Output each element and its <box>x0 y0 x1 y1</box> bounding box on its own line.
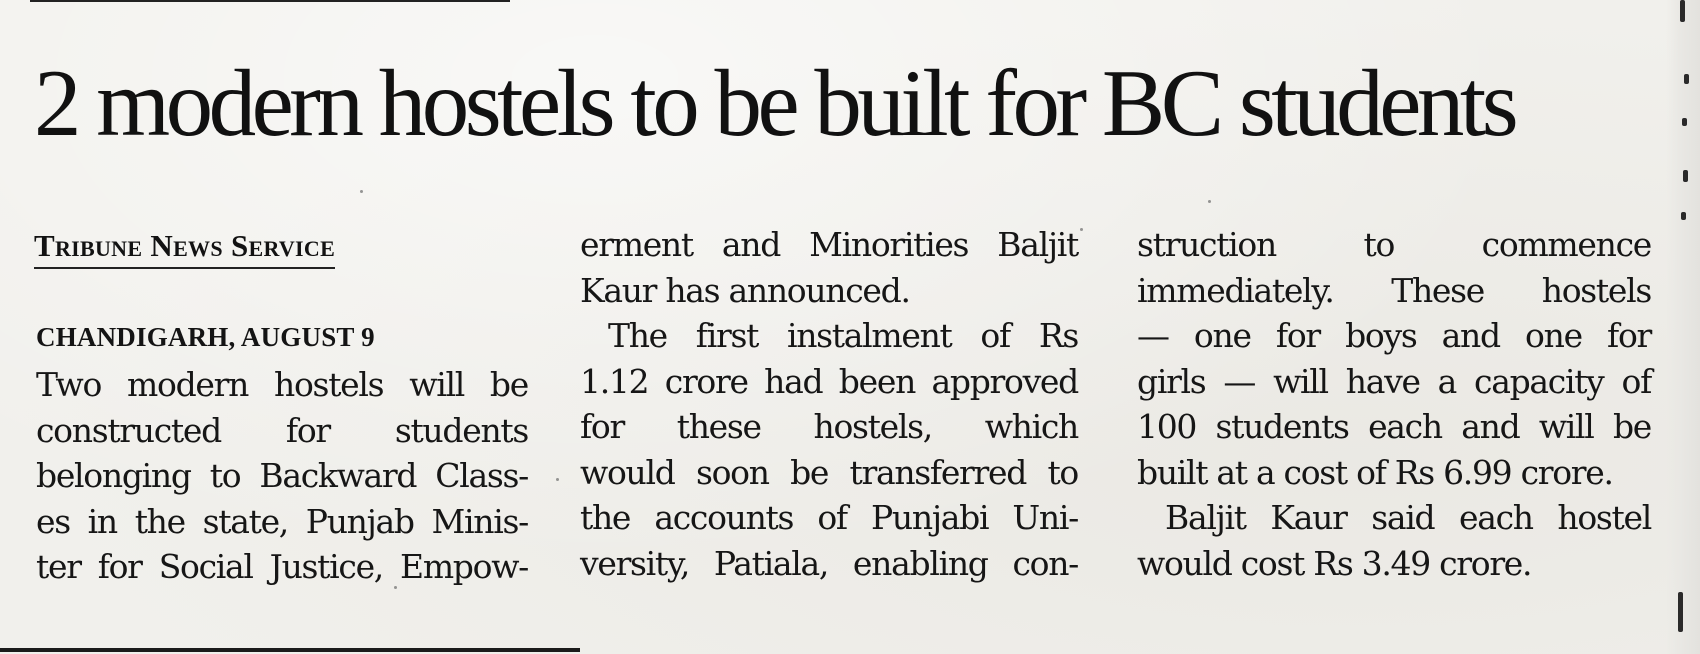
print-speck <box>1208 200 1211 203</box>
text-line: The first instalment of Rs <box>608 316 1078 355</box>
text-line: girls — will have a capacity of <box>1137 361 1651 401</box>
print-speck <box>1080 228 1083 231</box>
text-line: 100 students each and will be <box>1137 407 1651 446</box>
top-rule <box>30 0 510 2</box>
column-2 <box>580 222 1078 586</box>
text-line: immediately. These hostels <box>1137 270 1651 310</box>
text-line: belonging to Backward Class- <box>36 456 528 495</box>
byline: Tribune News Service <box>34 228 335 269</box>
edge-mark <box>1684 74 1689 84</box>
page-edge <box>1666 0 1700 654</box>
bottom-rule <box>0 648 580 652</box>
print-speck <box>556 478 559 481</box>
text-line: constructed for students <box>36 410 528 450</box>
headline: 2 modern hostels to be built for BC students <box>34 50 1515 156</box>
text-line: would cost Rs 3.49 crore. <box>1137 543 1532 583</box>
text-line: versity, Patiala, enabling con- <box>580 543 1078 583</box>
text-line: ter for Social Justice, Empow- <box>36 547 528 586</box>
text-line: built at a cost of Rs 6.99 crore. <box>1137 452 1613 492</box>
text-line: for these hostels, which <box>580 407 1078 446</box>
edge-mark <box>1678 592 1683 632</box>
text-line: es in the state, Punjab Minis- <box>36 501 528 541</box>
edge-mark <box>1680 0 1685 22</box>
text-line: 1.12 crore had been approved <box>580 361 1078 401</box>
text-line: erment and Minorities Baljit <box>580 225 1078 264</box>
text-line: Two modern hostels will be <box>36 365 528 404</box>
text-line: would soon be transferred to <box>580 452 1078 492</box>
text-line: — one for boys and one for <box>1137 316 1651 355</box>
column-3 <box>1137 222 1651 586</box>
print-speck <box>394 586 397 589</box>
print-speck <box>360 190 363 193</box>
text-line: the accounts of Punjabi Uni- <box>580 498 1078 537</box>
text-line: Kaur has announced. <box>580 270 910 310</box>
edge-mark <box>1683 170 1688 182</box>
text-line: struction to commence <box>1137 225 1651 264</box>
edge-mark <box>1682 118 1687 126</box>
column-1 <box>36 362 528 590</box>
text-line: Baljit Kaur said each hostel <box>1165 498 1651 537</box>
dateline: CHANDIGARH, AUGUST 9 <box>36 322 375 352</box>
edge-mark <box>1681 212 1686 220</box>
